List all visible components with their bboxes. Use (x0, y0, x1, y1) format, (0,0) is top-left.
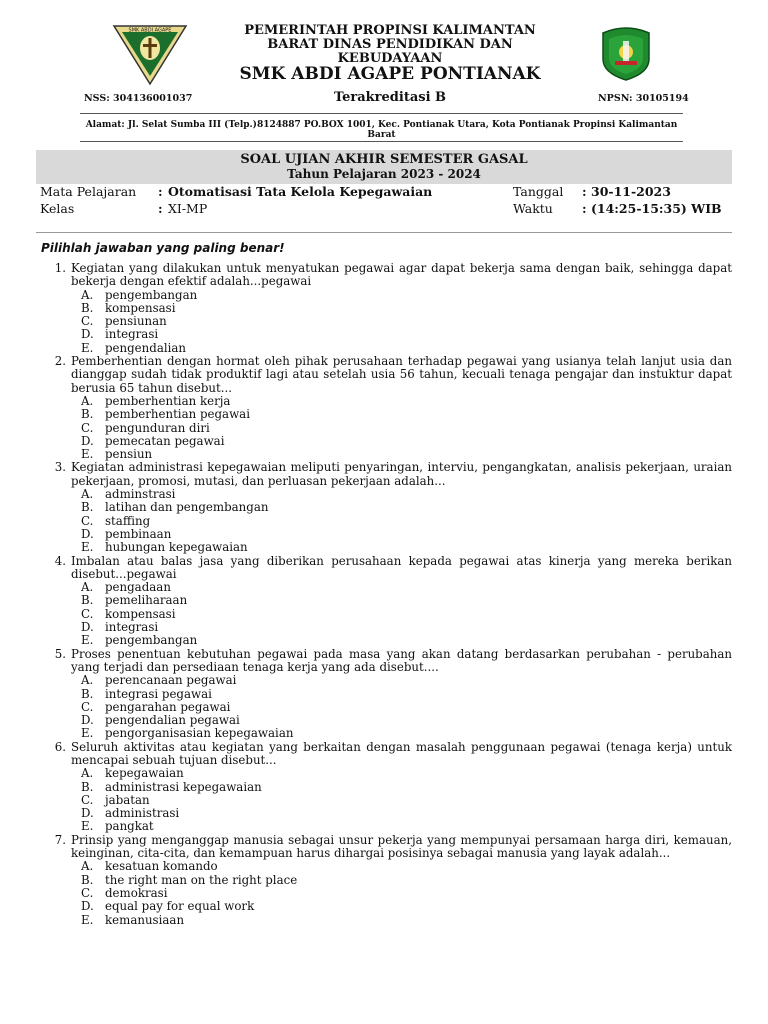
mapel-value: Otomatisasi Tata Kelola Kepegawaian (168, 184, 433, 199)
answer-option (81, 289, 732, 302)
option-text: kemanusiaan (105, 912, 185, 927)
option-letter: C. (81, 885, 94, 900)
question-text: Imbalan atau balas jasa yang diberikan perusahaan kepada pegawai atas kinerja yang mereka berikan disebut...pegawai (71, 553, 732, 581)
answer-option (81, 701, 732, 714)
answer-option (81, 608, 732, 621)
question-number: 5. (54, 646, 66, 661)
option-letter: A. (81, 673, 94, 688)
answer-option (81, 541, 732, 554)
option-text: the right man on the right place (105, 872, 298, 887)
kelas-colon: : (158, 201, 163, 216)
waktu-colon: : (582, 201, 587, 216)
answer-option (81, 581, 732, 594)
question-list (44, 262, 732, 927)
waktu-value: (14:25-15:35) WIB (591, 201, 722, 216)
question-item (44, 461, 732, 554)
option-text: kesatuan komando (105, 859, 218, 874)
option-letter: D. (81, 327, 94, 342)
option-letter: E. (81, 912, 94, 927)
option-letter: C. (81, 420, 94, 435)
option-letter: D. (81, 433, 94, 448)
option-letter: E. (81, 819, 94, 834)
answer-option (81, 488, 732, 501)
question-item (44, 555, 732, 648)
question-item (44, 355, 732, 461)
option-letter: C. (81, 792, 94, 807)
answer-option (81, 714, 732, 727)
province-emblem (597, 25, 655, 81)
option-text: integrasi (105, 327, 159, 342)
exam-year: Tahun Pelajaran 2023 - 2024 (287, 167, 481, 181)
option-letter: E. (81, 540, 94, 555)
question-text: Pemberhentian dengan hormat oleh pihak perusahaan terhadap pegawai yang usianya telah lanjut usia dan dianggap sudah tidak produktif lagi atau setelah usia 56 tahun, kecuali tenaga pengajar dan instuktur dapat berusia 65 tahun disebut... (71, 354, 732, 395)
option-letter: A. (81, 393, 94, 408)
option-letter: E. (81, 447, 94, 462)
answer-option (81, 315, 732, 328)
answer-option (81, 727, 732, 740)
exam-title-banner (36, 150, 732, 184)
option-letter: E. (81, 340, 94, 355)
answer-option (81, 887, 732, 900)
option-text: integrasi pegawai (105, 686, 212, 701)
exam-title: SOAL UJIAN AKHIR SEMESTER GASAL (240, 152, 528, 167)
option-text: pemberhentian kerja (105, 393, 231, 408)
waktu-label: Waktu (513, 201, 553, 216)
answer-option (81, 900, 732, 913)
question-number: 7. (54, 832, 66, 847)
answer-option (81, 621, 732, 634)
option-letter: B. (81, 686, 94, 701)
question-text: Proses penentuan kebutuhan pegawai pada masa yang akan datang berdasarkan perubahan - perubahan yang terjadi dan persediaan tenaga kerja yang ada disebut.... (71, 646, 732, 674)
mapel-label: Mata Pelajaran (40, 184, 137, 199)
header-divider-bottom (80, 141, 683, 142)
answer-option (81, 781, 732, 794)
question-item (44, 741, 732, 834)
answer-option (81, 767, 732, 780)
option-text: pemberhentian pegawai (105, 407, 250, 422)
answer-option (81, 914, 732, 927)
option-letter: B. (81, 407, 94, 422)
option-text: jabatan (105, 792, 150, 807)
nss-number: NSS: 304136001037 (84, 93, 193, 104)
option-text: integrasi (105, 620, 159, 635)
option-letter: A. (81, 859, 94, 874)
address: Alamat: Jl. Selat Sumba III (Telp.)8124887 PO.BOX 1001, Kec. Pontianak Utara, Kota Pontianak Propinsi Kalimantan Barat (85, 120, 678, 140)
answer-option (81, 860, 732, 873)
option-letter: B. (81, 300, 94, 315)
option-text: pengembangan (105, 633, 198, 648)
option-letter: A. (81, 766, 94, 781)
header-line3: KEBUDAYAAN (337, 51, 443, 66)
answer-option (81, 435, 732, 448)
question-text: Kegiatan administrasi kepegawaian meliputi penyaringan, interviu, pengangkatan, analisis pekerjaan, uraian pekerjaan, promosi, mutasi, dan perluasan pekerjaan adalah... (71, 460, 732, 488)
header-divider-top (80, 113, 683, 114)
option-text: equal pay for equal work (105, 899, 255, 914)
info-divider (36, 232, 732, 233)
question-item (44, 262, 732, 355)
question-item (44, 834, 732, 927)
option-letter: C. (81, 606, 94, 621)
option-text: pensiunan (105, 314, 167, 329)
tanggal-colon: : (582, 184, 587, 199)
header-line1: PEMERINTAH PROPINSI KALIMANTAN (244, 23, 536, 38)
option-text: pembinaan (105, 526, 172, 541)
option-letter: E. (81, 633, 94, 648)
answer-option (81, 501, 732, 514)
option-text: kepegawaian (105, 766, 184, 781)
option-letter: B. (81, 872, 94, 887)
answer-option (81, 528, 732, 541)
question-item (44, 648, 732, 741)
option-text: adminstrasi (105, 487, 176, 502)
mapel-colon: : (158, 184, 163, 199)
option-text: administrasi (105, 806, 180, 821)
question-number: 6. (54, 739, 66, 754)
option-letter: C. (81, 314, 94, 329)
option-letter: D. (81, 899, 94, 914)
option-text: pengunduran diri (105, 420, 210, 435)
option-letter: B. (81, 500, 94, 515)
option-text: pemeliharaan (105, 593, 188, 608)
answer-option (81, 807, 732, 820)
option-text: staffing (105, 513, 151, 528)
accreditation: Terakreditasi B (333, 90, 447, 105)
option-letter: A. (81, 287, 94, 302)
question-text: Kegiatan yang dilakukan untuk menyatukan pegawai agar dapat bekerja sama dengan baik, sehingga dapat bekerja dengan efektif adalah...pegawai (71, 261, 732, 289)
option-letter: D. (81, 620, 94, 635)
question-text: Seluruh aktivitas atau kegiatan yang berkaitan dengan masalah penggunaan pegawai (tenaga kerja) untuk mencapai sebuah tujuan disebut... (71, 739, 732, 767)
option-text: pengembangan (105, 287, 198, 302)
option-letter: E. (81, 726, 94, 741)
option-letter: C. (81, 699, 94, 714)
option-text: hubungan kepegawaian (105, 540, 248, 555)
option-letter: D. (81, 526, 94, 541)
answer-option (81, 302, 732, 315)
option-text: pensiun (105, 447, 153, 462)
tanggal-label: Tanggal (513, 184, 564, 199)
option-text: perencanaan pegawai (105, 673, 237, 688)
question-number: 2. (54, 354, 66, 369)
option-letter: C. (81, 513, 94, 528)
answer-option (81, 794, 732, 807)
answer-option (81, 408, 732, 421)
option-letter: A. (81, 487, 94, 502)
answer-option (81, 395, 732, 408)
question-number: 4. (54, 553, 66, 568)
option-text: pemecatan pegawai (105, 433, 225, 448)
option-letter: D. (81, 806, 94, 821)
answer-option (81, 342, 732, 355)
option-text: latihan dan pengembangan (105, 500, 269, 515)
option-text: pengarahan pegawai (105, 699, 231, 714)
question-text: Prinsip yang menganggap manusia sebagai unsur pekerja yang mempunyai persamaan harga diri, kemauan, keinginan, cita-cita, dan kemampuan harus dihargai posisinya sebagai manusia yang layak adalah... (71, 832, 732, 861)
answer-option (81, 448, 732, 461)
option-letter: A. (81, 580, 94, 595)
npsn-number: NPSN: 30105194 (598, 93, 689, 104)
answer-option (81, 515, 732, 528)
school-logo (112, 24, 188, 86)
answer-option (81, 874, 732, 887)
answer-option (81, 634, 732, 647)
option-text: demokrasi (105, 885, 168, 900)
option-text: pengadaan (105, 580, 171, 595)
kelas-label: Kelas (40, 201, 75, 216)
question-number: 1. (54, 261, 66, 275)
answer-option (81, 594, 732, 607)
answer-option (81, 422, 732, 435)
option-text: pengendalian (105, 340, 187, 355)
answer-option (81, 674, 732, 687)
tanggal-value: 30-11-2023 (591, 184, 671, 199)
kelas-value: XI-MP (168, 201, 208, 216)
header-government (190, 24, 590, 66)
option-text: kompensasi (105, 300, 176, 315)
school-name: SMK ABDI AGAPE PONTIANAK (239, 64, 541, 84)
option-text: pengorganisasian kepegawaian (105, 726, 294, 741)
answer-option (81, 820, 732, 833)
answer-option (81, 688, 732, 701)
logo-left-text: SMK ABDI AGAPE (128, 27, 172, 34)
option-text: administrasi kepegawaian (105, 779, 262, 794)
answer-option (81, 328, 732, 341)
option-letter: B. (81, 593, 94, 608)
option-text: pangkat (105, 819, 154, 834)
option-text: kompensasi (105, 606, 176, 621)
question-number: 3. (54, 460, 66, 475)
instruction: Pilihlah jawaban yang paling benar! (41, 241, 285, 255)
option-letter: B. (81, 779, 94, 794)
header-line2: BARAT DINAS PENDIDIKAN DAN (267, 37, 513, 52)
option-letter: D. (81, 713, 94, 728)
option-text: pengendalian pegawai (105, 713, 240, 728)
